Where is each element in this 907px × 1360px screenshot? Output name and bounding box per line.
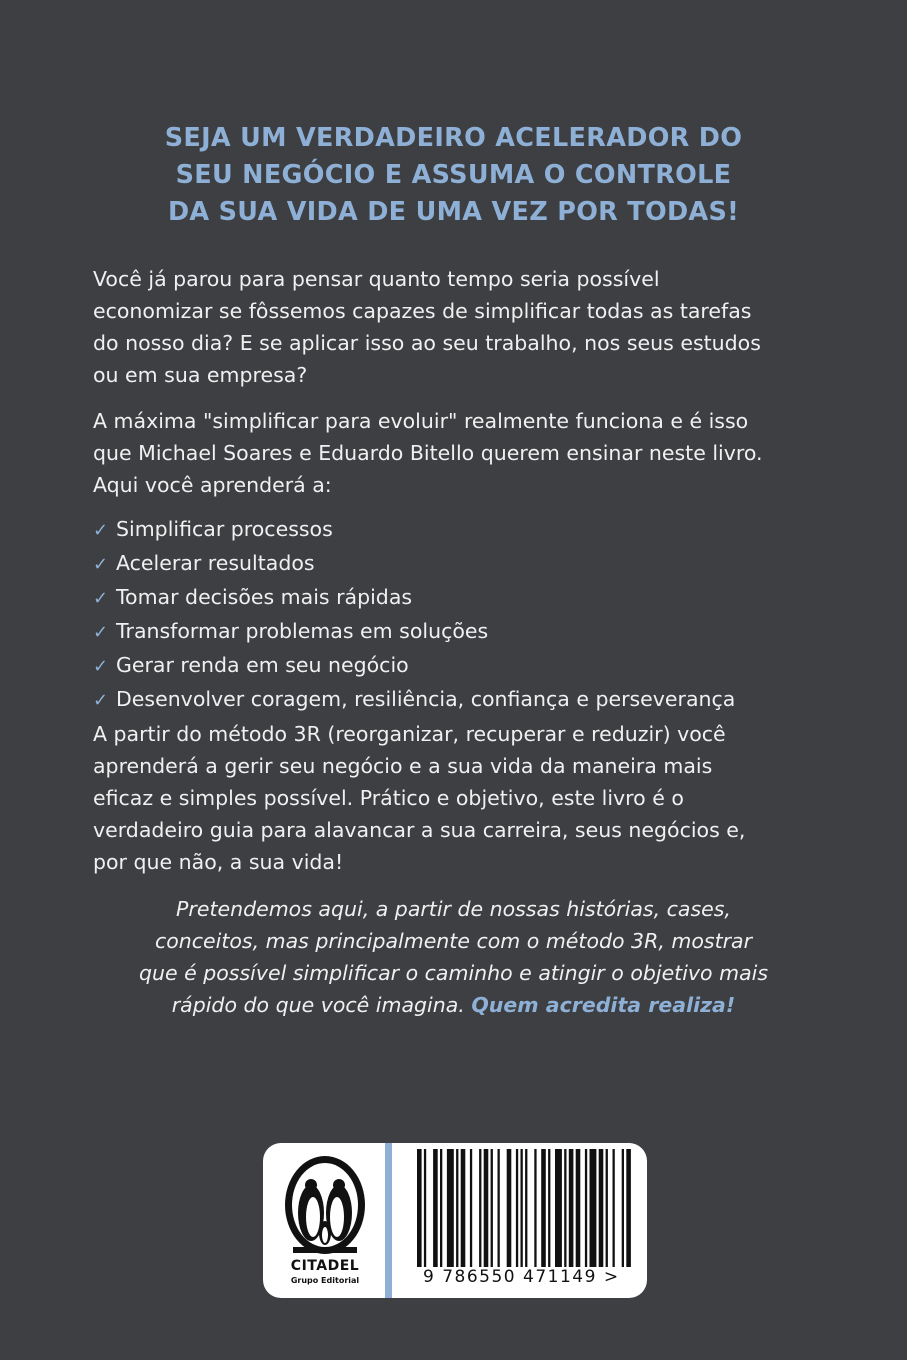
barcode-bar xyxy=(569,1149,574,1267)
barcode-bar xyxy=(590,1149,597,1267)
paragraph-line: por que não, a sua vida! xyxy=(93,850,344,874)
barcode-bar xyxy=(456,1149,458,1267)
check-icon: ✓ xyxy=(93,690,109,711)
headline-line: SEU NEGÓCIO E ASSUMA O CONTROLE xyxy=(175,160,732,190)
barcode-bar xyxy=(417,1149,422,1267)
checklist-item xyxy=(93,513,853,547)
publisher-subtitle: Grupo Editorial xyxy=(290,1276,360,1285)
check-icon: ✓ xyxy=(93,588,109,609)
barcode-bar xyxy=(521,1149,523,1267)
barcode-bar xyxy=(622,1149,624,1267)
quote-line: Pretendemos aqui, a partir de nossas histórias, cases, xyxy=(176,897,731,921)
barcode-bar xyxy=(470,1149,472,1267)
benefits-checklist xyxy=(93,513,853,717)
quote-line: conceitos, mas principalmente com o método 3R, mostrar xyxy=(154,929,753,953)
method-paragraph xyxy=(93,718,833,878)
headline-line: SEJA UM VERDADEIRO ACELERADOR DO xyxy=(164,123,743,153)
barcode-bar xyxy=(516,1149,518,1267)
quote-line: que é possível simplificar o caminho e atingir o objetivo mais xyxy=(138,961,769,985)
checklist-label: Gerar renda em seu negócio xyxy=(116,653,409,677)
isbn-number: 9 786550 471149 > xyxy=(423,1267,620,1287)
check-icon: ✓ xyxy=(93,520,109,541)
barcode-bar xyxy=(548,1149,550,1267)
paragraph-line: ou em sua empresa? xyxy=(93,363,308,387)
checklist-label: Desenvolver coragem, resiliência, confiança e perseverança xyxy=(116,687,736,711)
barcode-bar xyxy=(606,1149,608,1267)
barcode-bar xyxy=(576,1149,581,1267)
barcode-bar xyxy=(479,1149,481,1267)
barcode-bar xyxy=(613,1149,615,1267)
checklist-label: Simplificar processos xyxy=(116,517,333,541)
quote-last-text: rápido do que você imagina. xyxy=(171,993,465,1017)
barcode-bar xyxy=(498,1149,500,1267)
publisher-name: CITADEL xyxy=(290,1258,360,1274)
barcode-bar xyxy=(534,1149,536,1267)
intro-paragraph xyxy=(93,263,833,391)
checklist-item xyxy=(93,649,853,683)
quote-line xyxy=(60,989,847,1021)
barcode-bar xyxy=(433,1149,438,1267)
checklist-item xyxy=(93,615,853,649)
barcode-bar xyxy=(491,1149,493,1267)
headline-line: DA SUA VIDA DE UMA VEZ POR TODAS! xyxy=(167,197,740,227)
barcode-bar xyxy=(564,1149,566,1267)
checklist-item xyxy=(93,683,853,717)
barcode-bar xyxy=(507,1149,512,1267)
barcode-bar xyxy=(585,1149,587,1267)
closing-quote xyxy=(60,893,847,1021)
paragraph-line: aprenderá a gerir seu negócio e a sua vida da maneira mais xyxy=(93,754,713,778)
checklist-item xyxy=(93,581,853,615)
barcode-bar xyxy=(626,1149,631,1267)
paragraph-line: Você já parou para pensar quanto tempo seria possível xyxy=(93,267,660,291)
paragraph-line: economizar se fôssemos capazes de simplificar todas as tarefas xyxy=(93,299,752,323)
paragraph-line: A máxima "simplificar para evoluir" realmente funciona e é isso xyxy=(93,409,749,433)
barcode-panel xyxy=(263,1143,647,1298)
paragraph-line: verdadeiro guia para alavancar a sua carreira, seus negócios e, xyxy=(93,818,746,842)
paragraph-line: Aqui você aprenderá a: xyxy=(93,473,332,497)
check-icon: ✓ xyxy=(93,656,109,677)
barcode-bar xyxy=(447,1149,454,1267)
checklist-item xyxy=(93,547,853,581)
barcode-bar xyxy=(555,1149,562,1267)
checklist-label: Acelerar resultados xyxy=(116,551,315,575)
barcode xyxy=(413,1149,635,1267)
paragraph-line: do nosso dia? E se aplicar isso ao seu trabalho, nos seus estudos xyxy=(93,331,761,355)
barcode-bar xyxy=(440,1149,442,1267)
paragraph-line: eficaz e simples possível. Prático e objetivo, este livro é o xyxy=(93,786,684,810)
paragraph-line: A partir do método 3R (reorganizar, recuperar e reduzir) você xyxy=(93,722,726,746)
check-icon: ✓ xyxy=(93,554,109,575)
barcode-bar xyxy=(484,1149,489,1267)
quote-highlight: Quem acredita realiza! xyxy=(471,993,736,1017)
barcode-bar xyxy=(525,1149,527,1267)
checklist-label: Tomar decisões mais rápidas xyxy=(116,585,413,609)
headline xyxy=(60,120,847,231)
check-icon: ✓ xyxy=(93,622,109,643)
barcode-bar xyxy=(461,1149,466,1267)
paragraph-line: que Michael Soares e Eduardo Bitello querem ensinar neste livro. xyxy=(93,441,763,465)
panel-divider xyxy=(385,1143,392,1298)
barcode-bar xyxy=(541,1149,546,1267)
checklist-label: Transformar problemas em soluções xyxy=(116,619,489,643)
barcode-bar xyxy=(424,1149,426,1267)
barcode-bar xyxy=(599,1149,604,1267)
second-paragraph xyxy=(93,405,833,501)
